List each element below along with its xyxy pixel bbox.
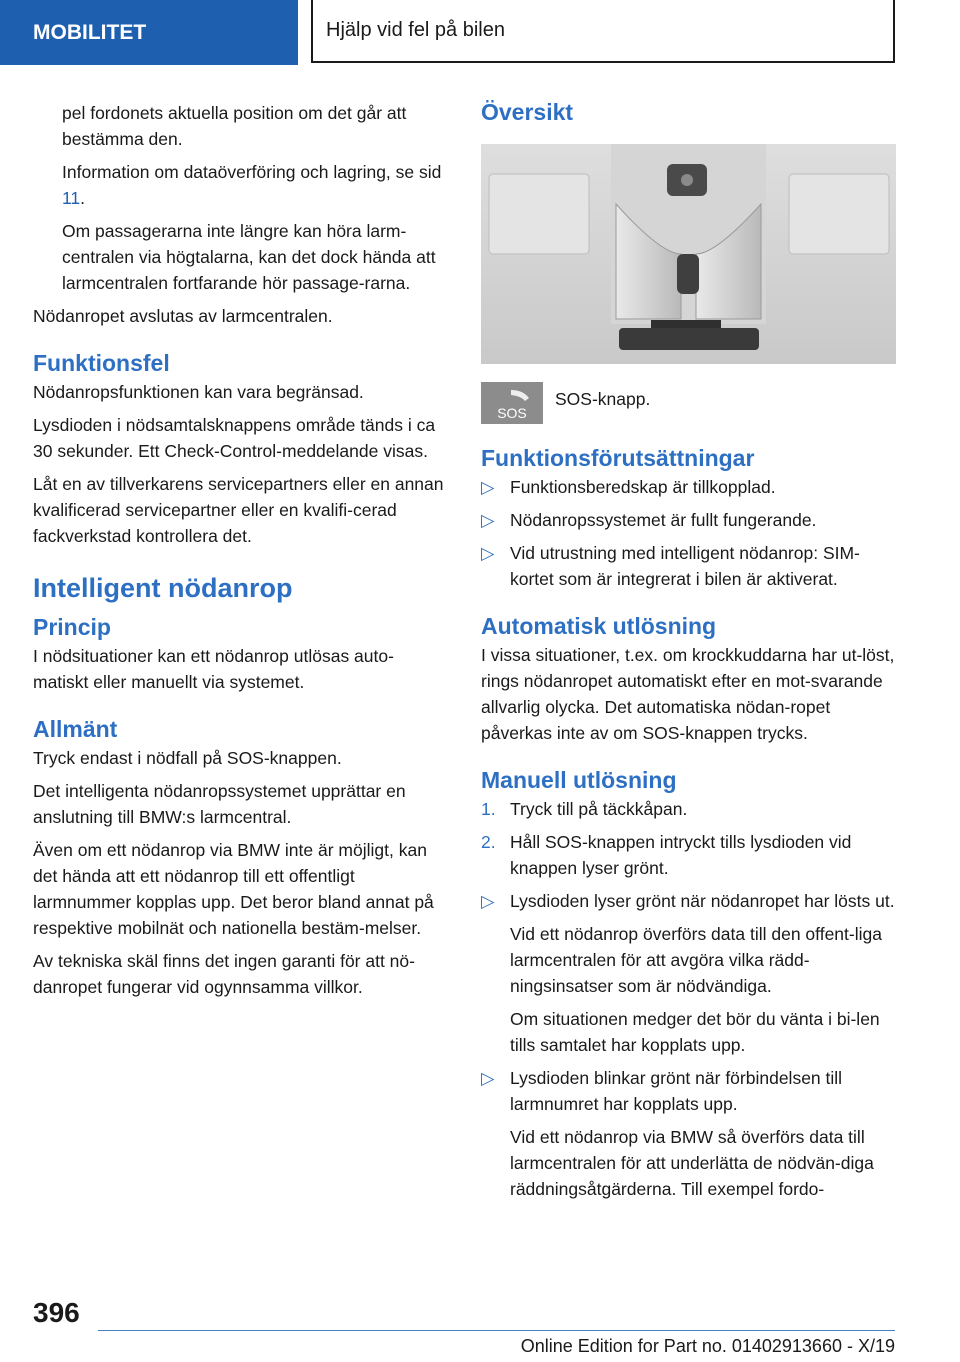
text: . xyxy=(80,188,86,208)
result-list xyxy=(481,888,896,1202)
sos-caption: SOS-knapp. xyxy=(555,389,651,409)
steps-list xyxy=(481,796,896,881)
text: Information om dataöverföring och lagring, se sid xyxy=(62,162,442,182)
list-item-subtext: Om situationen medger det bör du vänta i bi-len tills samtalet har kopplats upp. xyxy=(510,1009,880,1055)
list-item-text: Håll SOS-knappen intryckt tills lysdioden vid knappen lyser grönt. xyxy=(510,832,852,878)
heading-funktionsfel: Funktionsfel xyxy=(33,350,170,376)
list-item xyxy=(481,540,896,592)
list-item xyxy=(481,796,896,822)
right-column xyxy=(481,98,896,1209)
list-item-text: Lysdioden lyser grönt när nödanropet har lösts ut. xyxy=(510,891,895,911)
left-column xyxy=(33,100,448,1007)
paragraph: Även om ett nödanrop via BMW inte är möjligt, kan det hända att ett nödanrop till ett offentligt larmnummer kopplas upp. Det beror bland annat på respektive mobilnät och nationella bestäm-melser. xyxy=(33,840,434,938)
footer-edition: Online Edition for Part no. 01402913660 - X/19 xyxy=(520,1336,895,1356)
heading-allmant: Allmänt xyxy=(33,716,118,742)
sos-icon-label: SOS xyxy=(497,405,527,421)
list-item xyxy=(481,507,896,533)
heading-intelligent-nodanrop: Intelligent nödanrop xyxy=(33,573,293,603)
paragraph: Tryck endast i nödfall på SOS-knappen. xyxy=(33,748,342,768)
list-item xyxy=(481,888,896,1058)
list-item-text: Funktionsberedskap är tillkopplad. xyxy=(510,477,776,497)
heading-oversikt: Översikt xyxy=(481,99,574,125)
list-item-text: Lysdioden blinkar grönt när förbindelsen till larmnumret har kopplats upp. xyxy=(510,1068,843,1114)
paragraph: Det intelligenta nödanropssystemet upprättar en anslutning till BMW:s larmcentral. xyxy=(33,781,406,827)
footer-rule xyxy=(98,1330,895,1331)
triangle-bullet-icon: ▷ xyxy=(481,543,495,563)
list-item-text: Vid utrustning med intelligent nödanrop: SIM-kortet som är integrerat i bilen är aktiverat. xyxy=(510,543,860,589)
paragraph: Av tekniska skäl finns det ingen garanti för att nö-danropet fungerar vid ogynnsamma villkor. xyxy=(33,951,415,997)
heading-princip: Princip xyxy=(33,614,111,640)
triangle-bullet-icon: ▷ xyxy=(481,1068,495,1088)
list-item xyxy=(481,829,896,881)
heading-manuell-utlosning: Manuell utlösning xyxy=(481,767,677,793)
sos-legend xyxy=(481,382,896,424)
page-link[interactable]: 11 xyxy=(62,188,81,208)
requirements-list xyxy=(481,474,896,592)
list-item-text: Nödanropssystemet är fullt fungerande. xyxy=(510,510,817,530)
paragraph: Låt en av tillverkarens servicepartners eller en annan kvalificerad servicepartner eller en kvalifi-cerad fackverkstad kontrollera det. xyxy=(33,474,444,546)
triangle-bullet-icon: ▷ xyxy=(481,891,495,911)
paragraph: Nödanropet avslutas av larmcentralen. xyxy=(33,306,333,326)
triangle-bullet-icon: ▷ xyxy=(481,477,495,497)
page-number: 396 xyxy=(33,1297,80,1328)
list-item-text: Tryck till på täckkåpan. xyxy=(510,799,688,819)
list-item xyxy=(481,1065,896,1202)
paragraph: Nödanropsfunktionen kan vara begränsad. xyxy=(33,382,364,402)
step-number: 1. xyxy=(481,799,496,819)
list-item xyxy=(481,474,896,500)
paragraph: I nödsituationer kan ett nödanrop utlösas auto-matiskt eller manuellt via systemet. xyxy=(33,646,394,692)
paragraph: Om passagerarna inte längre kan höra larm-centralen via högtalarna, kan det dock hända att larmcentralen fortfarande hör passage-rarna. xyxy=(62,221,436,293)
triangle-bullet-icon: ▷ xyxy=(481,510,495,530)
section-tab: MOBILITET xyxy=(0,0,298,65)
paragraph: I vissa situationer, t.ex. om krockkuddarna har ut-löst, rings nödanropet automatiskt efter en mot-svarande allvarlig olycka. Det automatiska nödan-ropet påverkas inte av om SOS-knappen trycks. xyxy=(481,645,895,743)
list-item-subtext: Vid ett nödanrop överförs data till den offent-liga larmcentralen för att avgöra vilka rädd-ningsinsatser som är nödvändiga. xyxy=(510,924,882,996)
paragraph: pel fordonets aktuella position om det går att bestämma den. xyxy=(62,103,407,149)
paragraph: Lysdioden i nödsamtalsknappens område tänds i ca 30 sekunder. Ett Check-Control-meddelande visas. xyxy=(33,415,436,461)
heading-funktionsforutsattningar: Funktionsförutsättningar xyxy=(481,445,755,471)
paragraph xyxy=(33,159,448,211)
overhead-console-photo xyxy=(481,144,896,364)
sos-button-icon xyxy=(481,382,543,424)
list-item-subtext: Vid ett nödanrop via BMW så överförs data till larmcentralen för att underlätta de nödvän-diga räddningsåtgärderna. Till exempel fordo- xyxy=(510,1127,874,1199)
step-number: 2. xyxy=(481,832,496,852)
heading-automatisk-utlosning: Automatisk utlösning xyxy=(481,613,717,639)
chapter-title: Hjälp vid fel på bilen xyxy=(311,0,895,63)
